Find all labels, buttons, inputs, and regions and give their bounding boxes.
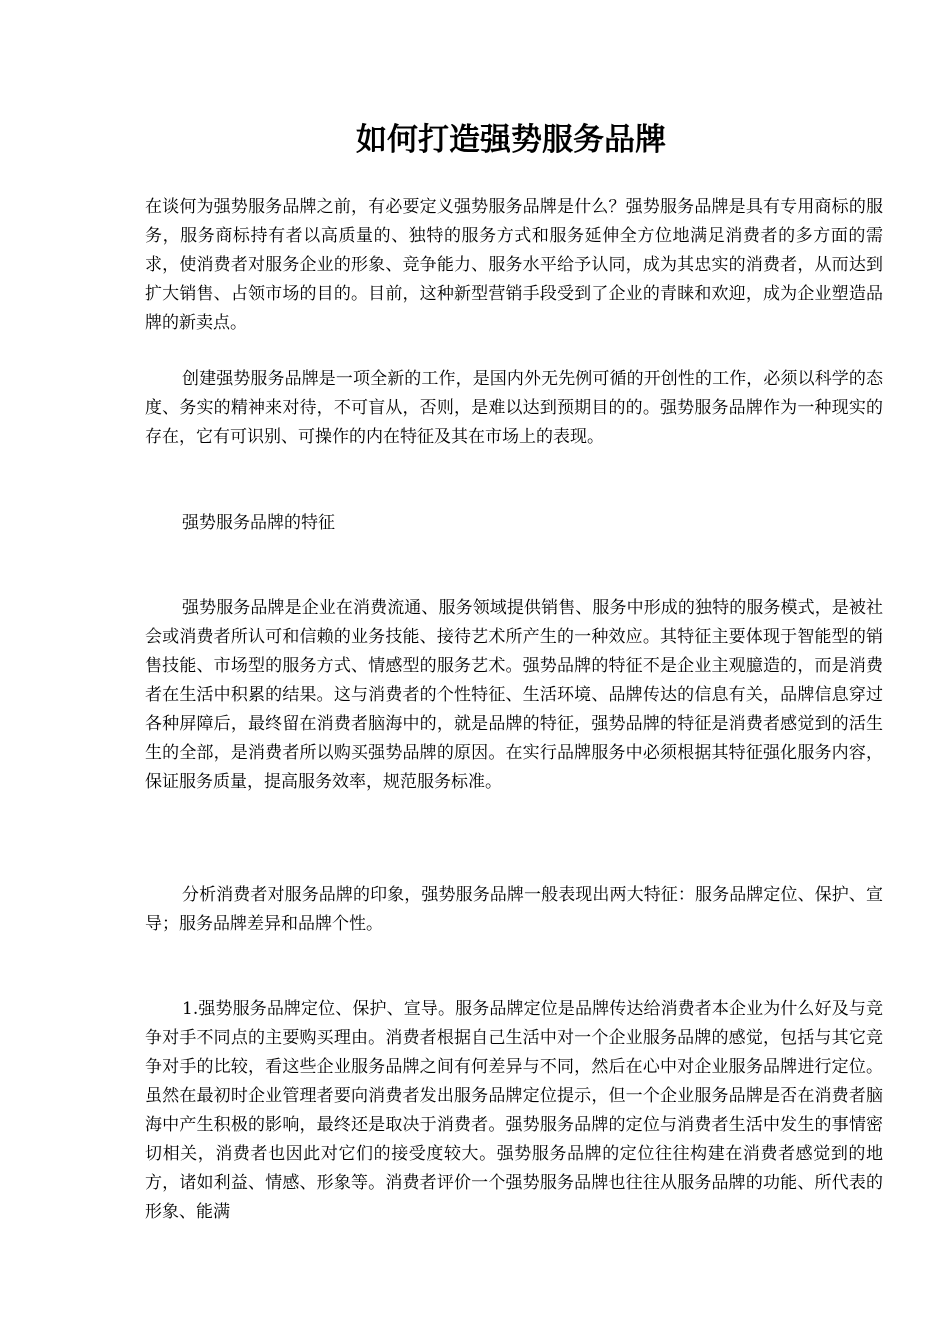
paragraph-creating-brand: 创建强势服务品牌是一项全新的工作，是国内外无先例可循的开创性的工作，必须以科学的态度、务实的精神来对待，不可盲从，否则，是难以达到预期目的的。强势服务品牌作为一种现实的存在，它有可识别、可操作的内在特征及其在市场上的表现。 [145,369,883,447]
paragraph-features: 强势服务品牌是企业在消费流通、服务领域提供销售、服务中形成的独特的服务模式，是被社会或消费者所认可和信赖的业务技能、接待艺术所产生的一种效应。其特征主要体现于智能型的销售技能、市场型的服务方式、情感型的服务艺术。强势品牌的特征不是企业主观臆造的，而是消费者在生活中积累的结果。这与消费者的个性特征、生活环境、品牌传达的信息有关，品牌信息穿过各种屏障后，最终留在消费者脑海中的，就是品牌的特征，强势品牌的特征是消费者感觉到的活生生的全部，是消费者所以购买强势品牌的原因。在实行品牌服务中必须根据其特征强化服务内容，保证服务质量，提高服务效率，规范服务标准。 [145,598,883,792]
paragraph-consumer-impression: 分析消费者对服务品牌的印象，强势服务品牌一般表现出两大特征：服务品牌定位、保护、宣导；服务品牌差异和品牌个性。 [145,885,883,934]
document-title: 如何打造强势服务品牌 [356,122,666,158]
paragraph-positioning: 1.强势服务品牌定位、保护、宣导。服务品牌定位是品牌传达给消费者本企业为什么好及与竞争对手不同点的主要购买理由。消费者根据自己生活中对一个企业服务品牌的感觉，包括与其它竞争对手的比较，看这些企业服务品牌之间有何差异与不同，然后在心中对企业服务品牌进行定位。虽然在最初时企业管理者要向消费者发出服务品牌定位提示，但一个企业服务品牌是否在消费者脑海中产生积极的影响，最终还是取决于消费者。强势服务品牌的定位与消费者生活中发生的事情密切相关，消费者也因此对它们的接受度较大。强势服务品牌的定位往往构建在消费者感觉到的地方，诸如利益、情感、形象等。消费者评价一个强势服务品牌也往往从服务品牌的功能、所代表的形象、能满 [145,999,883,1222]
section-heading-features: 强势服务品牌的特征 [182,513,335,533]
paragraph-intro: 在谈何为强势服务品牌之前，有必要定义强势服务品牌是什么？强势服务品牌是具有专用商标的服务，服务商标持有者以高质量的、独特的服务方式和服务延伸全方位地满足消费者的多方面的需求，使消费者对服务企业的形象、竞争能力、服务水平给予认同，成为其忠实的消费者，从而达到扩大销售、占领市场的目的。目前，这种新型营销手段受到了企业的青睐和欢迎，成为企业塑造品牌的新卖点。 [145,197,883,333]
